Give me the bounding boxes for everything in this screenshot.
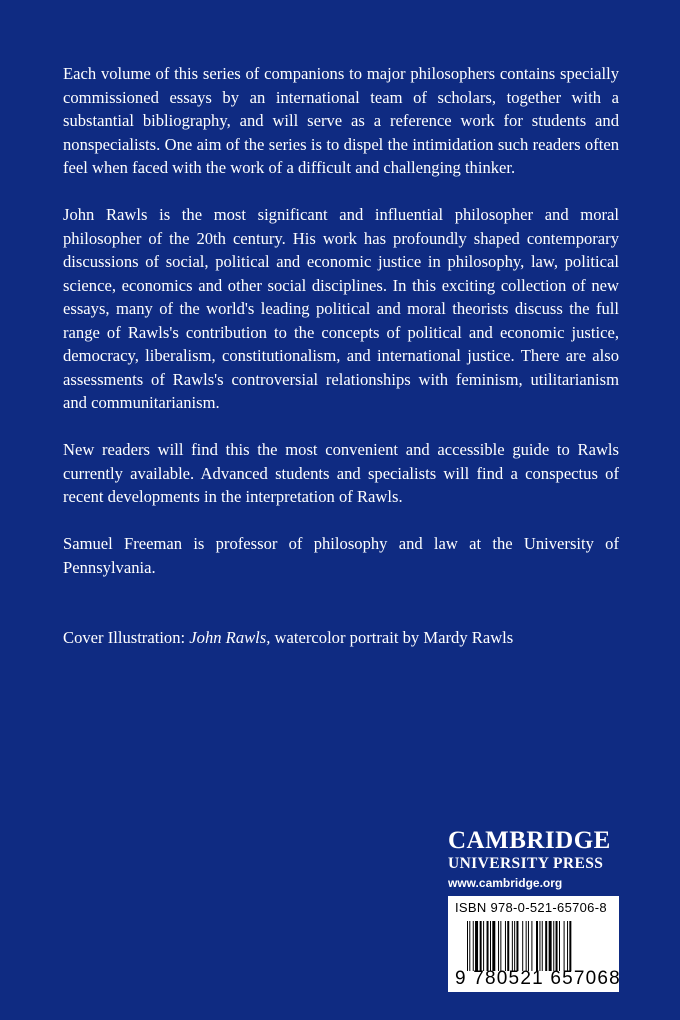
blurb-text: [63, 62, 619, 673]
book-description-paragraph: John Rawls is the most significant and influential philosopher and moral philosopher of the 20th century. His work has profoundly shaped contemporary discussions of social, political and economic justice in philosophy, law, political science, economics and other social disciplines. In this exciting collection of new essays, many of the world's leading political and moral theorists discuss the full range of Rawls's contribution to the concepts of political and economic justice, democracy, liberalism, constitutionalism, and international justice. There are also assessments of Rawls's controversial relationships with feminism, utilitarianism and communitarianism.: [63, 205, 619, 412]
publisher-url: www.cambridge.org: [448, 876, 563, 890]
isbn-label: ISBN 978-0-521-65706-8: [455, 900, 607, 915]
credit-prefix: Cover Illustration:: [63, 628, 190, 647]
publisher-logo: [448, 828, 620, 891]
credit-suffix: watercolor portrait by Mardy Rawls: [270, 628, 514, 647]
barcode-digits: 9 780521 657068: [455, 968, 621, 989]
barcode-bars-icon: [467, 921, 615, 971]
editor-bio-paragraph: Samuel Freeman is professor of philosophy and law at the University of Pennsylvania.: [63, 534, 619, 577]
readers-paragraph: New readers will find this the most convenient and accessible guide to Rawls currently available. Advanced students and specialists will find a conspectus of recent developments in the interpretation of Rawls.: [63, 440, 619, 506]
isbn-barcode: [448, 896, 619, 992]
publisher-name: CAMBRIDGE: [448, 827, 611, 854]
cover-illustration-credit: [63, 626, 619, 650]
publisher-subtitle: UNIVERSITY PRESS: [448, 855, 604, 872]
credit-title: John Rawls,: [189, 628, 271, 647]
series-description-paragraph: Each volume of this series of companions to major philosophers contains specially commissioned essays by an international team of scholars, together with a substantial bibliography, and will serve as a reference work for students and nonspecialists. One aim of the series is to dispel the intimidation such readers often feel when faced with the work of a difficult and challenging thinker.: [63, 64, 619, 177]
